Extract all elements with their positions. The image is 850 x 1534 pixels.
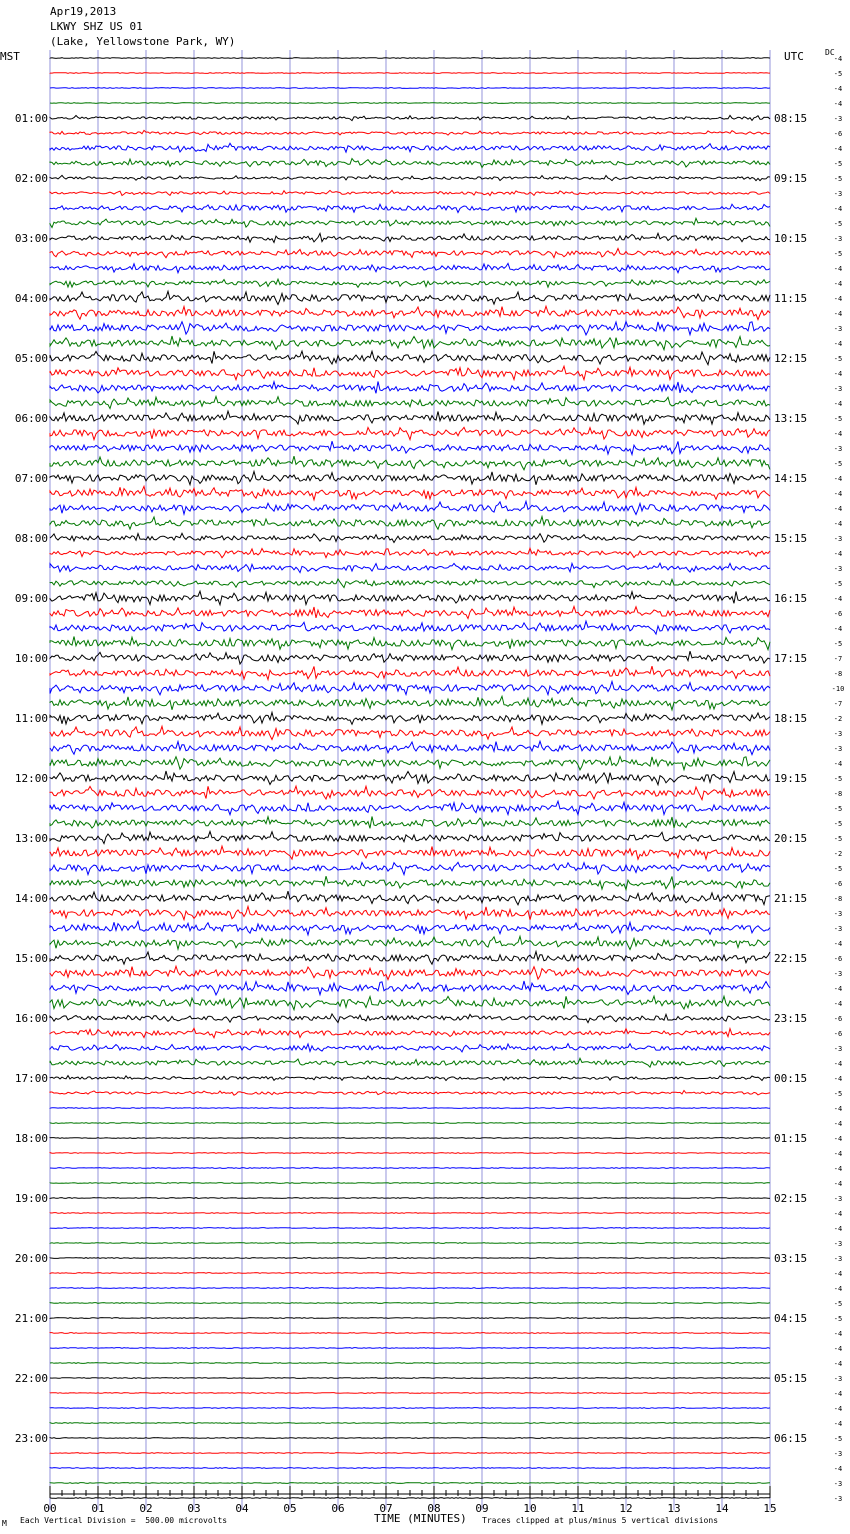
seismic-trace: [50, 159, 770, 168]
seismic-trace: [50, 190, 770, 195]
seismic-trace: [50, 996, 770, 1010]
right-hour-label: 01:15: [774, 1132, 808, 1145]
dc-offset-label: -6: [833, 955, 843, 963]
dc-offset-label: -3: [833, 970, 843, 978]
seismic-trace: [50, 1228, 770, 1229]
dc-offset-label: -4: [833, 1000, 843, 1008]
dc-offset-label: -7: [833, 655, 843, 663]
dc-offset-label: -4: [833, 100, 843, 108]
seismic-trace: [50, 591, 770, 605]
seismic-trace: [50, 1028, 770, 1037]
left-hour-label: 15:00: [14, 952, 48, 965]
left-hour-label: 02:00: [14, 172, 48, 185]
dc-offset-label: -4: [833, 1390, 843, 1398]
dc-offset-label: -4: [833, 595, 843, 603]
seismic-trace: [50, 1423, 770, 1424]
left-hour-label: 06:00: [14, 412, 48, 425]
dc-offset-label: -3: [833, 1195, 843, 1203]
dc-offset-label: -4: [833, 475, 843, 483]
x-tick-label: 00: [43, 1502, 57, 1515]
left-hour-label: 12:00: [14, 772, 48, 785]
seismic-trace: [50, 279, 770, 287]
seismic-trace: [50, 73, 770, 74]
dc-offset-label: -2: [833, 850, 843, 858]
dc-offset-label: -3: [833, 745, 843, 753]
dc-offset-label: -4: [833, 1360, 843, 1368]
seismic-trace: [50, 1378, 770, 1379]
left-hour-label: 11:00: [14, 712, 48, 725]
dc-offset-label: -5: [833, 580, 843, 588]
dc-offset-label: -5: [833, 865, 843, 873]
x-tick-label: 01: [91, 1502, 105, 1515]
dc-offset-label: -4: [833, 490, 843, 498]
x-tick-label: 09: [475, 1502, 489, 1515]
seismic-trace: [50, 486, 770, 500]
dc-offset-label: -5: [833, 250, 843, 258]
seismic-trace: [50, 263, 770, 272]
seismic-trace: [50, 103, 770, 104]
dc-offset-label: -4: [833, 1150, 843, 1158]
left-hour-label: 10:00: [14, 652, 48, 665]
seismic-trace: [50, 1258, 770, 1259]
dc-offset-label: -4: [833, 280, 843, 288]
seismic-trace: [50, 771, 770, 785]
seismic-trace: [50, 248, 770, 257]
corner-mark: M: [2, 1519, 7, 1528]
right-hour-label: 06:15: [774, 1432, 808, 1445]
dc-offset-label: -4: [833, 760, 843, 768]
seismic-trace: [50, 441, 770, 454]
left-hour-label: 08:00: [14, 532, 48, 545]
seismic-trace: [50, 966, 770, 979]
left-hour-label: 13:00: [14, 832, 48, 845]
dc-offset-label: -3: [833, 190, 843, 198]
right-hour-label: 05:15: [774, 1372, 808, 1385]
seismic-trace: [50, 1453, 770, 1454]
seismic-trace: [50, 579, 770, 588]
seismic-trace: [50, 1468, 770, 1469]
x-tick-label: 06: [331, 1502, 345, 1515]
left-hour-label: 09:00: [14, 592, 48, 605]
dc-offset-label: -3: [833, 910, 843, 918]
dc-offset-label: -4: [833, 1285, 843, 1293]
dc-offset-label: -5: [833, 1315, 843, 1323]
dc-offset-label: -4: [833, 400, 843, 408]
seismic-trace: [50, 891, 770, 905]
dc-offset-label: -5: [833, 1300, 843, 1308]
dc-offset-label: -4: [833, 550, 843, 558]
dc-offset-label: -4: [833, 145, 843, 153]
seismic-trace: [50, 291, 770, 304]
right-hour-label: 12:15: [774, 352, 808, 365]
seismic-trace: [50, 58, 770, 59]
dc-offset-label: -5: [833, 460, 843, 468]
dc-offset-label: -5: [833, 355, 843, 363]
x-tick-label: 07: [379, 1502, 393, 1515]
seismic-trace: [50, 143, 770, 152]
dc-offset-label: -8: [833, 670, 843, 678]
dc-offset-label: -3: [833, 1045, 843, 1053]
seismic-trace: [50, 306, 770, 319]
left-hour-label: 03:00: [14, 232, 48, 245]
station-code: LKWY SHZ US 01: [50, 20, 143, 33]
seismic-trace: [50, 501, 770, 514]
seismic-trace: [50, 696, 770, 710]
dc-offset-label: -3: [833, 535, 843, 543]
dc-offset-label: -4: [833, 1330, 843, 1338]
seismic-trace: [50, 1183, 770, 1184]
dc-offset-label: -3: [833, 115, 843, 123]
right-hour-label: 04:15: [774, 1312, 808, 1325]
seismic-trace: [50, 1483, 770, 1484]
dc-offset-label: -4: [833, 1345, 843, 1353]
dc-offset-label: -6: [833, 610, 843, 618]
dc-offset-label: -4: [833, 1405, 843, 1413]
seismic-trace: [50, 651, 770, 664]
seismic-trace: [50, 1168, 770, 1169]
dc-offset-label: -4: [833, 1060, 843, 1068]
dc-offset-label: -4: [833, 1075, 843, 1083]
dc-offset-label: -4: [833, 940, 843, 948]
seismic-trace: [50, 1303, 770, 1304]
dc-offset-label: -4: [833, 1165, 843, 1173]
dc-offset-label: -3: [833, 235, 843, 243]
station-location: (Lake, Yellowstone Park, WY): [50, 35, 236, 48]
seismic-trace: [50, 427, 770, 439]
dc-offset-label: -5: [833, 175, 843, 183]
seismic-trace: [50, 397, 770, 409]
dc-offset-label: -6: [833, 130, 843, 138]
left-hour-label: 23:00: [14, 1432, 48, 1445]
dc-offset-label: -4: [833, 1180, 843, 1188]
x-tick-label: 13: [667, 1502, 681, 1515]
seismic-trace: [50, 471, 770, 484]
dc-offset-label: -4: [833, 370, 843, 378]
dc-offset-label: -3: [833, 730, 843, 738]
dc-offset-label: -7: [833, 700, 843, 708]
left-hour-label: 19:00: [14, 1192, 48, 1205]
seismic-trace: [50, 1213, 770, 1214]
left-hour-label: 07:00: [14, 472, 48, 485]
seismic-trace: [50, 726, 770, 739]
seismic-trace: [50, 1058, 770, 1067]
dc-offset-label: -5: [833, 415, 843, 423]
seismic-trace: [50, 548, 770, 558]
seismic-trace: [50, 1076, 770, 1081]
seismic-trace: [50, 876, 770, 889]
left-hour-label: 14:00: [14, 892, 48, 905]
seismic-trace: [50, 666, 770, 680]
seismic-trace: [50, 621, 770, 634]
x-tick-label: 02: [139, 1502, 153, 1515]
dc-offset-label: -4: [833, 55, 843, 63]
dc-offset-label: -3: [833, 385, 843, 393]
seismic-trace: [50, 366, 770, 380]
seismic-trace: [50, 921, 770, 935]
seismic-trace: [50, 1153, 770, 1154]
right-hour-label: 18:15: [774, 712, 808, 725]
seismic-trace: [50, 322, 770, 335]
seismic-trace: [50, 175, 770, 180]
x-tick-label: 03: [187, 1502, 201, 1515]
right-hour-label: 16:15: [774, 592, 808, 605]
right-hour-label: 21:15: [774, 892, 808, 905]
seismic-trace: [50, 832, 770, 844]
dc-offset-label: -3: [833, 565, 843, 573]
right-hour-label: 09:15: [774, 172, 808, 185]
dc-offset-label: -4: [833, 1120, 843, 1128]
dc-offset-label: -4: [833, 520, 843, 528]
left-hour-label: 04:00: [14, 292, 48, 305]
x-tick-label: 10: [523, 1502, 537, 1515]
right-hour-label: 20:15: [774, 832, 808, 845]
right-hour-label: 15:15: [774, 532, 808, 545]
seismic-trace: [50, 1273, 770, 1274]
dc-offset-label: -5: [833, 1090, 843, 1098]
right-hour-label: 13:15: [774, 412, 808, 425]
seismic-trace: [50, 801, 770, 815]
seismic-trace: [50, 130, 770, 135]
right-hour-label: 19:15: [774, 772, 808, 785]
dc-offset-label: -4: [833, 430, 843, 438]
seismic-trace: [50, 233, 770, 242]
dc-offset-label: -8: [833, 895, 843, 903]
left-hour-label: 18:00: [14, 1132, 48, 1145]
seismic-trace: [50, 115, 770, 120]
x-tick-label: 14: [715, 1502, 729, 1515]
left-hour-label: 17:00: [14, 1072, 48, 1085]
dc-offset-label: -4: [833, 1105, 843, 1113]
seismic-trace: [50, 1108, 770, 1109]
dc-offset-label: -4: [833, 505, 843, 513]
seismic-trace: [50, 1243, 770, 1244]
seismic-trace: [50, 1498, 770, 1499]
left-timezone: MST: [0, 50, 20, 63]
dc-offset-label: -3: [833, 445, 843, 453]
dc-label: DC: [825, 48, 835, 57]
dc-offset-label: -4: [833, 295, 843, 303]
dc-offset-label: -4: [833, 625, 843, 633]
seismic-trace: [50, 1123, 770, 1124]
right-hour-label: 11:15: [774, 292, 808, 305]
seismic-trace: [50, 1393, 770, 1394]
seismic-trace: [50, 1198, 770, 1199]
seismic-trace: [50, 1408, 770, 1409]
dc-offset-label: -2: [833, 715, 843, 723]
seismic-trace: [50, 1318, 770, 1319]
dc-offset-label: -10: [831, 685, 845, 693]
right-hour-label: 02:15: [774, 1192, 808, 1205]
seismic-trace: [50, 817, 770, 829]
seismic-trace: [50, 952, 770, 965]
right-hour-label: 23:15: [774, 1012, 808, 1025]
dc-offset-label: -6: [833, 1030, 843, 1038]
right-hour-label: 10:15: [774, 232, 808, 245]
dc-offset-label: -5: [833, 805, 843, 813]
x-tick-label: 04: [235, 1502, 249, 1515]
left-hour-label: 22:00: [14, 1372, 48, 1385]
dc-offset-label: -4: [833, 1135, 843, 1143]
dc-offset-label: -3: [833, 1255, 843, 1263]
dc-offset-label: -4: [833, 1225, 843, 1233]
x-tick-label: 15: [763, 1502, 777, 1515]
seismic-trace: [50, 681, 770, 694]
right-hour-label: 00:15: [774, 1072, 808, 1085]
dc-offset-label: -5: [833, 820, 843, 828]
seismic-trace: [50, 411, 770, 424]
dc-offset-label: -3: [833, 1480, 843, 1488]
dc-offset-label: -8: [833, 790, 843, 798]
right-hour-label: 08:15: [774, 112, 808, 125]
dc-offset-label: -6: [833, 1015, 843, 1023]
dc-offset-label: -5: [833, 775, 843, 783]
scale-note: Each Vertical Division = 500.00 microvolts: [20, 1516, 228, 1525]
seismic-trace: [50, 1363, 770, 1364]
seismic-trace: [50, 1438, 770, 1439]
dc-offset-label: -3: [833, 925, 843, 933]
seismic-trace: [50, 712, 770, 724]
seismic-trace: [50, 786, 770, 800]
x-tick-label: 12: [619, 1502, 633, 1515]
dc-offset-label: -3: [833, 1495, 843, 1503]
seismic-trace: [50, 846, 770, 859]
left-hour-label: 01:00: [14, 112, 48, 125]
dc-offset-label: -4: [833, 205, 843, 213]
left-hour-label: 21:00: [14, 1312, 48, 1325]
seismic-trace: [50, 204, 770, 212]
dc-offset-label: -5: [833, 835, 843, 843]
seismic-trace: [50, 862, 770, 874]
right-hour-label: 14:15: [774, 472, 808, 485]
seismic-trace: [50, 1014, 770, 1023]
seismic-trace: [50, 351, 770, 365]
dc-offset-label: -5: [833, 70, 843, 78]
dc-offset-label: -3: [833, 325, 843, 333]
seismic-trace: [50, 757, 770, 770]
right-timezone: UTC: [784, 50, 804, 63]
seismic-trace: [50, 336, 770, 350]
seismic-trace: [50, 1044, 770, 1052]
left-hour-label: 20:00: [14, 1252, 48, 1265]
seismic-trace: [50, 936, 770, 949]
seismic-trace: [50, 533, 770, 542]
seismic-trace: [50, 517, 770, 530]
dc-offset-label: -4: [833, 265, 843, 273]
x-axis-title: TIME (MINUTES): [374, 1512, 467, 1525]
right-hour-label: 22:15: [774, 952, 808, 965]
chart-date: Apr19,2013: [50, 5, 117, 18]
dc-offset-label: -4: [833, 1210, 843, 1218]
dc-offset-label: -4: [833, 85, 843, 93]
seismic-trace: [50, 607, 770, 619]
dc-offset-label: -5: [833, 1435, 843, 1443]
seismic-trace: [50, 382, 770, 394]
seismic-trace: [50, 906, 770, 919]
seismic-trace: [50, 88, 770, 89]
dc-offset-label: -4: [833, 310, 843, 318]
x-tick-label: 11: [571, 1502, 585, 1515]
right-hour-label: 17:15: [774, 652, 808, 665]
clip-note: Traces clipped at plus/minus 5 vertical divisions: [482, 1516, 719, 1525]
dc-offset-label: -3: [833, 1450, 843, 1458]
dc-offset-label: -4: [833, 1270, 843, 1278]
seismic-trace: [50, 563, 770, 572]
seismic-trace: [50, 1138, 770, 1139]
seismic-trace: [50, 1348, 770, 1349]
dc-offset-label: -5: [833, 220, 843, 228]
seismic-trace: [50, 1288, 770, 1289]
left-hour-label: 16:00: [14, 1012, 48, 1025]
dc-offset-label: -4: [833, 1465, 843, 1473]
dc-offset-label: -6: [833, 880, 843, 888]
seismic-trace: [50, 981, 770, 995]
dc-offset-label: -4: [833, 985, 843, 993]
seismic-trace: [50, 218, 770, 227]
seismic-trace: [50, 637, 770, 650]
right-hour-label: 03:15: [774, 1252, 808, 1265]
left-hour-label: 05:00: [14, 352, 48, 365]
dc-offset-label: -5: [833, 640, 843, 648]
dc-offset-label: -5: [833, 160, 843, 168]
seismic-trace: [50, 741, 770, 754]
dc-offset-label: -4: [833, 1420, 843, 1428]
dc-offset-label: -4: [833, 340, 843, 348]
seismic-trace: [50, 1091, 770, 1096]
seismic-trace: [50, 1333, 770, 1334]
seismic-trace: [50, 456, 770, 470]
dc-offset-label: -3: [833, 1240, 843, 1248]
dc-offset-label: -3: [833, 1375, 843, 1383]
x-tick-label: 05: [283, 1502, 297, 1515]
x-tick-label: 08: [427, 1502, 441, 1515]
